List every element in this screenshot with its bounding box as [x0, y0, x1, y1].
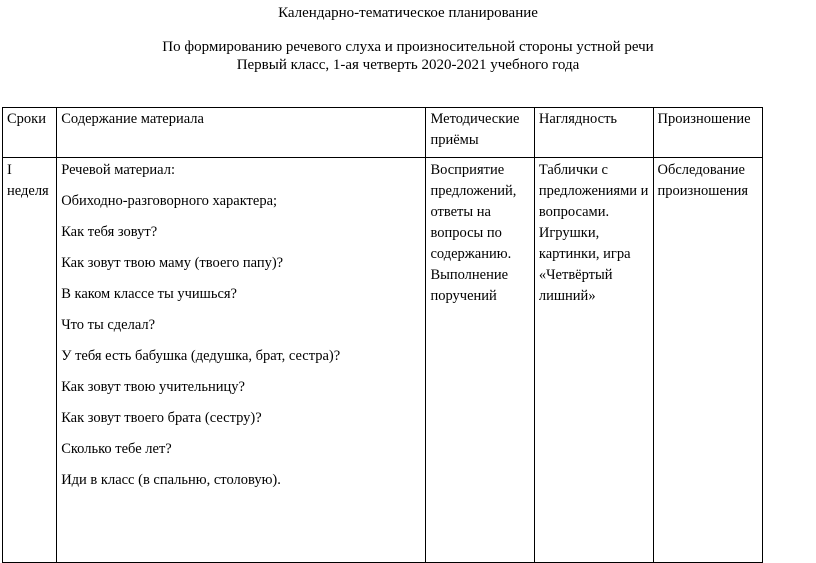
content-line: Сколько тебе лет? — [61, 441, 172, 457]
header-methods: Методические приёмы — [426, 108, 534, 158]
content-line: У тебя есть бабушка (дедушка, брат, сестра)? — [61, 348, 341, 364]
document-subtitle-line-1: По формированию речевого слуха и произносительной стороны устной речи — [162, 39, 654, 55]
cell-visuals: Таблички с предложениями и вопросами. Игрушки, картинки, игра «Четвёртый лишний» — [534, 158, 653, 563]
table-row — [3, 158, 763, 563]
header-pronunciation: Произношение — [653, 108, 762, 158]
table-header-row — [3, 108, 763, 158]
cell-term: I неделя — [3, 158, 57, 563]
content-line: Как зовут твою маму (твоего папу)? — [61, 255, 284, 271]
content-line: Обиходно-разговорного характера; — [61, 193, 278, 209]
content-line: Как зовут твою учительницу? — [61, 379, 245, 395]
document-subtitle-line-2: Первый класс, 1-ая четверть 2020-2021 учебного года — [236, 57, 580, 73]
header-content: Содержание материала — [57, 108, 426, 158]
cell-pronunciation: Обследование произношения — [653, 158, 762, 563]
content-line: Как зовут твоего брата (сестру)? — [61, 410, 262, 426]
document-title: Календарно-тематическое планирование — [278, 5, 538, 21]
content-line: Как тебя зовут? — [61, 224, 158, 240]
cell-methods: Восприятие предложений, ответы на вопросы по содержанию. Выполнение поручений — [426, 158, 534, 563]
planning-table — [2, 107, 763, 563]
content-line: Что ты сделал? — [61, 317, 156, 333]
cell-content — [57, 158, 426, 563]
content-line: В каком классе ты учишься? — [61, 286, 237, 302]
content-line: Иди в класс (в спальню, столовую). — [61, 472, 281, 488]
header-terms: Сроки — [3, 108, 57, 158]
header-visuals: Наглядность — [534, 108, 653, 158]
content-line: Речевой материал: — [61, 162, 176, 178]
